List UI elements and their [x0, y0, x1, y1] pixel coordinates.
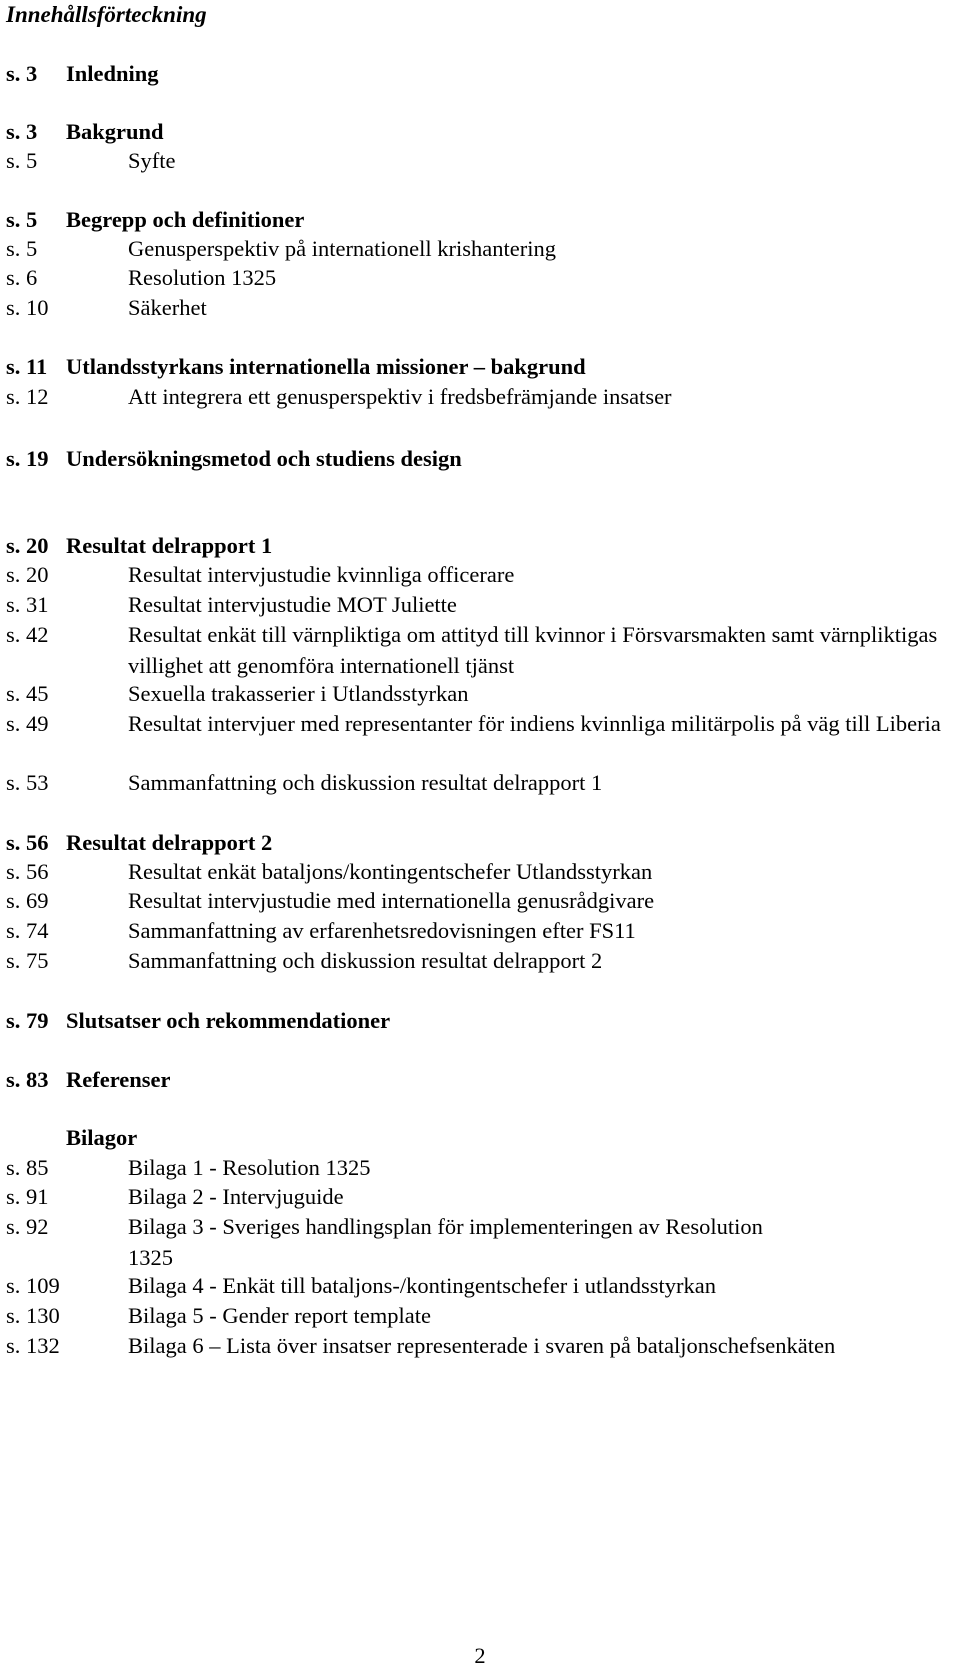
appendix-entry-text: Bilaga 3 - Sveriges handlingsplan för implementeringen av Resolution 1325 — [128, 1214, 763, 1270]
toc-page-number: s. 11 — [6, 354, 48, 379]
toc-entry-text: Genusperspektiv på internationell krishantering — [128, 236, 557, 261]
toc-page-number: s. 45 — [6, 681, 49, 706]
toc-entry-text: Resultat intervjustudie MOT Juliette — [128, 592, 457, 617]
appendix-page-number: s. 132 — [6, 1333, 60, 1358]
appendix-heading: Bilagor — [66, 1125, 138, 1150]
toc-entry-text: Resultat intervjustudie kvinnliga officerare — [128, 562, 515, 587]
toc-page-number: s. 79 — [6, 1008, 49, 1033]
appendix-page-number: s. 130 — [6, 1303, 60, 1328]
toc-entry-text: Sammanfattning av erfarenhetsredovisningen efter FS11 — [128, 918, 636, 943]
toc-entry-text: Resultat enkät bataljons/kontingentschefer Utlandsstyrkan — [128, 859, 653, 884]
toc-entry-text: Resultat intervjuer med representanter för indiens kvinnliga militärpolis på väg till Liberia — [128, 711, 941, 736]
toc-page-number: s. 10 — [6, 295, 49, 320]
toc-entry-text: Inledning — [66, 61, 159, 86]
appendix-entry-text: Bilaga 1 - Resolution 1325 — [128, 1155, 371, 1180]
toc-entry-text: Undersökningsmetod och studiens design — [66, 446, 462, 471]
toc-page-number: s. 31 — [6, 592, 49, 617]
toc-title: Innehållsförteckning — [6, 2, 207, 27]
toc-page-number: s. 3 — [6, 61, 38, 86]
toc-page-number: s. 74 — [6, 918, 49, 943]
appendix-entry-text: Bilaga 2 - Intervjuguide — [128, 1184, 344, 1209]
toc-page-number: s. 12 — [6, 384, 49, 409]
appendix-page-number: s. 92 — [6, 1214, 49, 1239]
toc-entry-text: Syfte — [128, 148, 176, 173]
toc-page-number: s. 5 — [6, 236, 38, 261]
toc-page-number: s. 3 — [6, 119, 38, 144]
appendix-page-number: s. 91 — [6, 1184, 49, 1209]
toc-entry-text: Resultat intervjustudie med internationella genusrådgivare — [128, 888, 655, 913]
toc-entry-text: Begrepp och definitioner — [66, 207, 305, 232]
toc-entry-text: Slutsatser och rekommendationer — [66, 1008, 391, 1033]
toc-page-number: s. 56 — [6, 859, 49, 884]
toc-entry-text: Utlandsstyrkans internationella missioner – bakgrund — [66, 354, 586, 379]
toc-page-number: s. 6 — [6, 265, 38, 290]
toc-page-number: s. 83 — [6, 1067, 49, 1092]
toc-entry-text: Sammanfattning och diskussion resultat delrapport 2 — [128, 948, 603, 973]
toc-page-number: s. 69 — [6, 888, 49, 913]
toc-page-number: s. 49 — [6, 711, 49, 736]
toc-entry-text: Resolution 1325 — [128, 265, 277, 290]
page-number: 2 — [474, 1643, 486, 1668]
toc-page-number: s. 56 — [6, 830, 49, 855]
toc-entry-text: Bakgrund — [66, 119, 164, 144]
toc-entry-text: Sexuella trakasserier i Utlandsstyrkan — [128, 681, 469, 706]
appendix-entry-text: Bilaga 4 - Enkät till bataljons-/kontingentschefer i utlandsstyrkan — [128, 1273, 716, 1298]
toc-page-number: s. 5 — [6, 207, 38, 232]
toc-page-number: s. 20 — [6, 533, 49, 558]
toc-entry-text: Att integrera ett genusperspektiv i fredsbefrämjande insatser — [128, 384, 672, 409]
appendix-page-number: s. 85 — [6, 1155, 49, 1180]
appendix-entry-text: Bilaga 6 – Lista över insatser representerade i svaren på bataljonschefsenkäten — [128, 1333, 836, 1358]
appendix-entry-text: Bilaga 5 - Gender report template — [128, 1303, 432, 1328]
toc-page-number: s. 5 — [6, 148, 38, 173]
toc-page-number: s. 19 — [6, 446, 49, 471]
toc-entry-text: Resultat delrapport 1 — [66, 533, 273, 558]
appendix-page-number: s. 109 — [6, 1273, 60, 1298]
toc-page-number: s. 75 — [6, 948, 49, 973]
toc-entry-text: Resultat delrapport 2 — [66, 830, 273, 855]
toc-page-number: s. 42 — [6, 622, 49, 647]
toc-entry-text: Säkerhet — [128, 295, 207, 320]
toc-page-number: s. 20 — [6, 562, 49, 587]
toc-entry-text: Resultat enkät till värnpliktiga om attityd till kvinnor i Försvarsmakten samt värnpliktigas villighet att genomföra internationell tjänst — [128, 622, 938, 678]
toc-entry-text: Sammanfattning och diskussion resultat delrapport 1 — [128, 770, 603, 795]
toc-entry-text: Referenser — [66, 1067, 171, 1092]
toc-page-number: s. 53 — [6, 770, 49, 795]
